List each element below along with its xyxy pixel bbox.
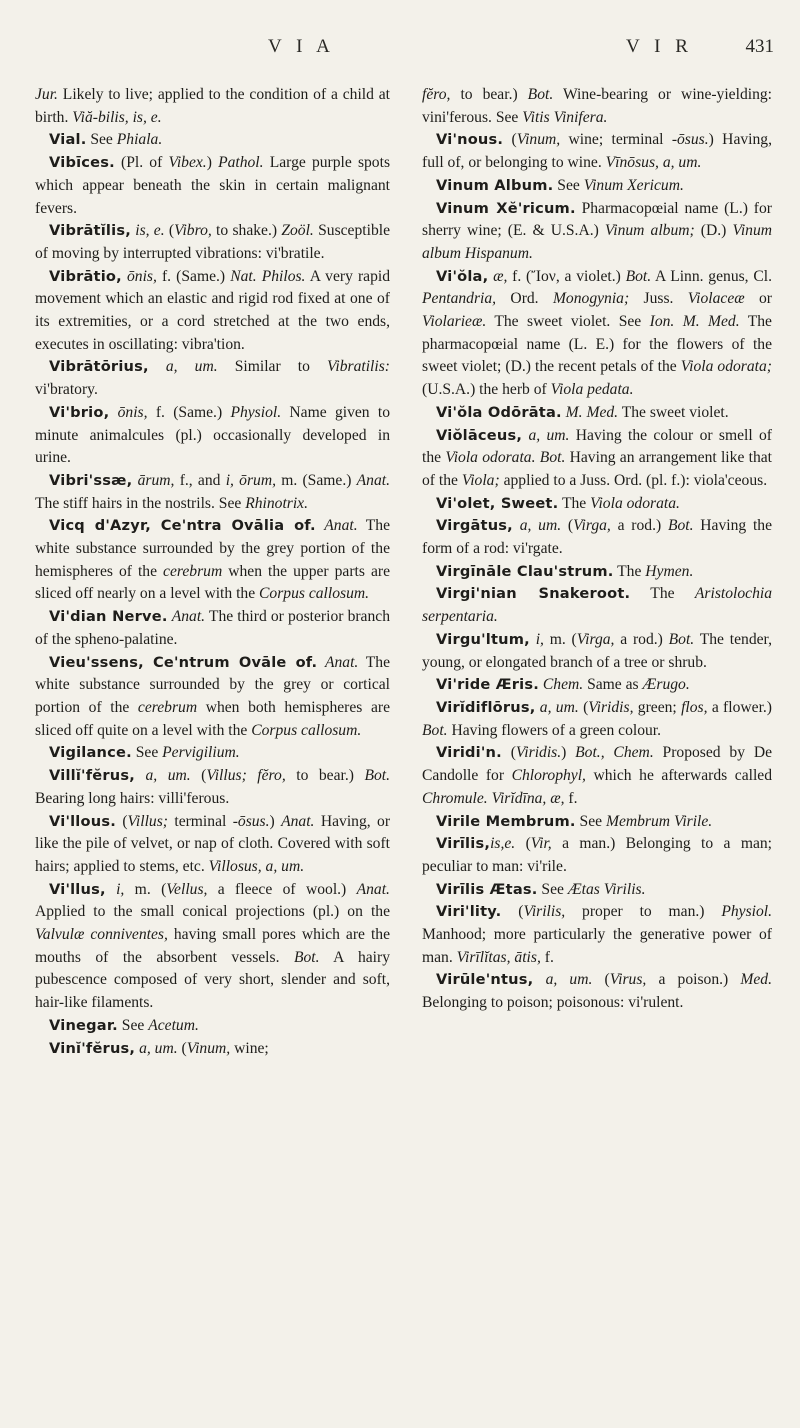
entry-headword: Vi'dian Nerve.: [49, 608, 168, 626]
italic-text: Vinum album Hispanum.: [422, 222, 773, 262]
italic-text: Vinum Xericum.: [583, 176, 684, 194]
dictionary-entry: [35, 811, 390, 879]
entry-text: Name given to minute animalcules (pl.) occasionally developed in urine.: [35, 403, 391, 467]
entry-text: [109, 404, 117, 421]
dictionary-entry: [35, 606, 390, 651]
italic-text: Viola pedata.: [550, 381, 634, 399]
entry-headword: Vibrātio,: [49, 267, 122, 285]
entry-text: The: [613, 562, 646, 580]
dictionary-entry: [35, 402, 390, 470]
dictionary-entry: [35, 1038, 390, 1061]
entry-text: m. (: [543, 630, 577, 648]
italic-text: fĕro,: [422, 86, 451, 103]
entry-headword: Virgātus,: [436, 517, 513, 535]
italic-text: i, ōrum,: [225, 471, 276, 489]
entry-text: Belonging to poison; poisonous: vi'rulent.: [422, 994, 684, 1012]
entry-text: m. (: [124, 880, 167, 898]
italic-text: Pathol.: [218, 154, 264, 172]
dictionary-entry: [35, 879, 390, 1015]
entry-text: [317, 654, 325, 671]
entry-text: (: [501, 744, 516, 762]
italic-text: Vinum,: [186, 1039, 231, 1057]
italic-text: cerebrum: [163, 562, 223, 580]
entry-text: f.: [564, 789, 578, 807]
italic-text: flos,: [681, 698, 708, 716]
italic-text: Vinum album;: [604, 222, 695, 240]
entry-text: [513, 517, 520, 534]
entry-text: Similar to: [217, 358, 328, 376]
entry-text: Pharmacopœial name (L.) for sherry wine; (E. & U.S.A.): [422, 199, 772, 240]
entry-text: Applied to the small conical projections (pl.) on the: [35, 903, 390, 921]
italic-text: -ōsus.: [671, 131, 709, 149]
italic-text: Chlorophyl,: [511, 767, 586, 785]
entry-text: Having the form of a rod: vi'rgate.: [422, 517, 772, 558]
entry-headword: Vieu'ssens, Ce'ntrum Ovāle of.: [49, 653, 318, 671]
entry-text: to shake.): [211, 222, 282, 240]
italic-text: Bot.: [422, 721, 448, 739]
running-head-right: V I R: [626, 36, 693, 57]
entry-text: A very rapid movement which an elastic and rigid rod fixed at one of its extremities, or a cord stretched at the two ends, executes in oscillating: vibra'tion.: [35, 267, 391, 353]
entry-text: applied to a Juss. Ord. (pl. f.): viola'ceous.: [499, 471, 768, 489]
italic-text: Anat.: [171, 608, 206, 626]
italic-text: M. Med.: [682, 313, 740, 331]
dictionary-entry: [35, 129, 390, 152]
italic-text: Physiol.: [230, 403, 282, 421]
entry-text: wine;: [230, 1039, 269, 1057]
italic-text: Vibro,: [174, 222, 212, 240]
italic-text: Virīlĭtas, ātis,: [456, 948, 541, 966]
entry-text: The white substance surrounded by the grey or cortical portion of the: [35, 653, 390, 716]
entry-text: proper to man.): [565, 903, 722, 921]
italic-text: Nat. Philos.: [230, 267, 306, 285]
italic-text: Bot.: [625, 267, 652, 285]
italic-text: Med.: [740, 971, 772, 989]
dictionary-entry: [35, 84, 390, 129]
italic-text: Jur.: [35, 86, 58, 103]
entry-headword: Vibrātōrius,: [49, 358, 149, 376]
dictionary-entry: [422, 129, 772, 174]
entry-text: to bear.): [450, 86, 528, 103]
entry-text: (: [592, 971, 610, 989]
italic-text: ārum,: [137, 471, 175, 489]
italic-text: Zoöl.: [281, 222, 314, 240]
dictionary-entry: [35, 652, 390, 743]
dictionary-entry: [422, 674, 772, 697]
entry-headword: Viri'lity.: [436, 903, 502, 921]
dictionary-entry: [422, 402, 772, 425]
italic-text: M. Med.: [565, 403, 619, 421]
entry-text: m. (Same.): [275, 471, 357, 489]
dictionary-entry: [422, 198, 772, 266]
entry-text: (: [177, 1039, 187, 1057]
entry-text: (: [115, 812, 128, 830]
entry-text: f. (Same.): [147, 403, 231, 421]
italic-text: Virga,: [573, 517, 611, 535]
dictionary-entry: [35, 742, 390, 765]
entry-text: [533, 971, 545, 988]
italic-text: Viola odorata.: [445, 449, 536, 467]
entry-text: ) Having, full of, or belonging to wine.: [422, 131, 772, 172]
entry-headword: Vi'llous.: [49, 812, 116, 830]
entry-text: Having flowers of a green colour.: [447, 721, 662, 739]
entry-text: wine; terminal: [560, 131, 672, 149]
dictionary-entry: [422, 879, 772, 902]
italic-text: Phiala.: [116, 131, 163, 149]
italic-text: a, um.: [165, 358, 218, 376]
italic-text: Corpus callosum.: [259, 585, 370, 603]
dictionary-entry: [35, 515, 390, 606]
dictionary-entry: [422, 561, 772, 584]
entry-text: ): [561, 744, 576, 762]
entry-text: Large purple spots which appear beneath the skin in certain malignant fevers.: [35, 154, 391, 217]
italic-text: Violaceæ: [687, 290, 745, 308]
entry-text: ): [206, 154, 219, 172]
dictionary-entry: [422, 583, 772, 628]
entry-text: The tender, young, or elongated branch of a tree or shrub.: [422, 630, 772, 671]
entry-headword: Vi'ŏla Odōrāta.: [436, 403, 562, 421]
italic-text: Vinum,: [516, 131, 561, 149]
entry-text: [135, 767, 146, 784]
dictionary-entry: [422, 629, 772, 674]
dictionary-entry: [35, 356, 390, 401]
italic-text: Anat.: [356, 471, 391, 489]
dictionary-entry: [422, 833, 772, 878]
entry-headword: Vi'ride Æris.: [436, 676, 539, 694]
entry-text: A hairy pubescence composed of very short, slender and soft, hair-like filaments.: [35, 948, 390, 1012]
page-number: 431: [745, 36, 774, 57]
entry-headword: Vinum Xĕ'ricum.: [436, 199, 576, 217]
entry-headword: Virgi'nian Snakeroot.: [436, 585, 631, 603]
italic-text: cerebrum: [137, 698, 198, 716]
entry-text: f. (Ἴον, a violet.): [507, 267, 626, 285]
italic-text: Villus; fĕro,: [206, 767, 286, 785]
entry-text: (: [561, 517, 574, 535]
entry-headword: Virgu'ltum,: [436, 630, 530, 648]
entry-text: Proposed by De Candolle for: [422, 744, 773, 785]
italic-text: Bot.: [527, 86, 554, 103]
italic-text: Physiol.: [721, 903, 773, 921]
dictionary-entry: [422, 493, 772, 516]
entry-headword: Virile Membrum.: [436, 812, 576, 830]
italic-text: Virilis,: [523, 903, 566, 921]
entry-text: The stiff hairs in the nostrils. See: [35, 494, 246, 512]
entry-text: (: [515, 835, 531, 853]
dictionary-entry: [35, 266, 390, 357]
entry-text: See: [117, 1016, 149, 1034]
entry-text: a flower.): [707, 698, 772, 716]
right-column: [422, 84, 772, 1015]
entry-text: Wine-bearing or wine-yielding: vini'ferous. See: [422, 86, 772, 126]
entry-text: f. (Same.): [156, 267, 231, 285]
italic-text: a, um.: [545, 971, 593, 989]
entry-headword: Virgīnāle Clau'strum.: [436, 562, 614, 580]
entry-headword: Viridi'n.: [436, 744, 502, 762]
entry-text: The: [630, 585, 695, 603]
dictionary-entry: [422, 969, 772, 1014]
entry-text: The: [558, 494, 591, 512]
entry-text: (: [164, 222, 175, 240]
entry-headword: Vinĭ'fĕrus,: [49, 1039, 136, 1057]
italic-text: Pentandria,: [422, 290, 497, 308]
italic-text: Bot.: [364, 767, 390, 785]
italic-text: Hymen.: [645, 562, 694, 580]
italic-text: Chem.: [542, 676, 584, 694]
italic-text: Membrum Virile.: [605, 812, 713, 830]
entry-text: f.: [540, 948, 554, 966]
entry-text: a rod.): [614, 630, 669, 648]
entry-text: a poison.): [646, 971, 741, 989]
italic-text: Bot.: [539, 449, 566, 467]
italic-text: Vibratilis:: [327, 358, 390, 376]
entry-headword: Vinegar.: [49, 1016, 118, 1034]
dictionary-entry: [35, 765, 390, 810]
italic-text: Virga,: [576, 630, 615, 648]
entry-text: a man.) Belonging to a man; peculiar to man: vi'rile.: [422, 835, 772, 875]
entry-text: or: [744, 290, 773, 308]
entry-text: Manhood; more particularly the generative power of man.: [422, 926, 772, 966]
entry-headword: Vigilance.: [49, 744, 132, 762]
entry-text: ): [269, 812, 282, 830]
entry-headword: Vibrātĭlis,: [49, 222, 131, 240]
dictionary-entry: [422, 901, 772, 969]
italic-text: Chromule.: [422, 789, 488, 807]
dictionary-entry: [422, 742, 772, 810]
entry-text: (: [190, 767, 207, 785]
italic-text: Viola odorata;: [680, 358, 772, 376]
italic-text: Vir,: [530, 835, 552, 853]
italic-text: Vīnōsus, a, um.: [605, 154, 702, 172]
entry-headword: Vibri'ssæ,: [49, 471, 133, 489]
entry-headword: Vi'ŏla,: [436, 267, 489, 285]
italic-text: a, um.: [139, 1039, 178, 1057]
dictionary-entry: [422, 175, 772, 198]
italic-text: Villus;: [127, 812, 168, 830]
italic-text: Bot.: [667, 517, 694, 535]
entry-text: (: [578, 698, 589, 716]
italic-text: Pervigilium.: [162, 744, 240, 762]
entry-text: Likely to live; applied to the condition of a child at birth.: [35, 86, 390, 126]
entry-text: (Pl. of: [114, 154, 169, 172]
entry-text: See: [553, 176, 584, 194]
dictionary-entry: [422, 515, 772, 560]
entry-text: Having the colour or smell of the: [422, 426, 772, 467]
entry-text: (D.): [694, 222, 733, 240]
dictionary-entry: [422, 425, 772, 493]
entry-text: The sweet violet. See: [486, 313, 650, 331]
italic-text: æ,: [493, 267, 508, 285]
dictionary-entry: [35, 152, 390, 220]
italic-text: Ion.: [649, 313, 675, 331]
entry-text: [316, 517, 324, 534]
italic-text: Ærugo.: [642, 676, 690, 694]
italic-text: a, um.: [528, 426, 570, 444]
entry-headword: Vibīces.: [49, 154, 115, 172]
running-head-left: V I A: [268, 36, 335, 57]
entry-text: The sweet violet.: [618, 403, 729, 421]
entry-text: which he afterwards called: [585, 767, 772, 785]
entry-headword: Vi'nous.: [436, 131, 504, 149]
entry-text: The pharmacopœial name (L. E.) for the flowers of the sweet violet; (D.) the recent petals of the: [422, 313, 772, 376]
italic-text: a, um.: [539, 698, 579, 716]
dictionary-entry: [35, 1015, 390, 1038]
italic-text: is,e.: [490, 835, 516, 853]
entry-headword: Vi'brio,: [49, 403, 110, 421]
entry-text: to bear.): [285, 767, 365, 785]
italic-text: Viola odorata.: [590, 494, 680, 512]
entry-text: Ord.: [496, 290, 553, 308]
entry-text: having small pores which are the mouths of the absorbent vessels.: [35, 926, 390, 966]
entry-headword: Vicq d'Azyr, Ce'ntra Ovālia of.: [49, 517, 316, 535]
entry-text: a fleece of wool.): [207, 880, 357, 898]
italic-text: Acetum.: [148, 1016, 199, 1034]
entry-headword: Virūle'ntus,: [436, 971, 534, 989]
italic-text: Bot., Chem.: [575, 744, 654, 762]
entry-text: terminal: [167, 812, 233, 830]
italic-text: ōnis,: [126, 267, 157, 285]
entry-headword: Villĭ'fĕrus,: [49, 767, 135, 785]
italic-text: Aristolochia serpentaria.: [422, 585, 773, 626]
italic-text: Anat.: [324, 517, 358, 535]
entry-text: f., and: [174, 471, 226, 489]
entry-text: [674, 313, 682, 330]
entry-headword: Viŏlāceus,: [436, 426, 523, 444]
dictionary-entry: [422, 84, 772, 129]
dictionary-entry: [35, 220, 390, 265]
italic-text: Anat.: [356, 880, 390, 898]
entry-text: when both hemispheres are sliced off quite on a level with the: [35, 698, 390, 739]
entry-text: a rod.): [610, 517, 668, 535]
italic-text: i,: [535, 630, 544, 648]
italic-text: Corpus callosum.: [251, 721, 362, 739]
entry-text: [106, 881, 116, 898]
italic-text: Viola;: [461, 471, 500, 489]
entry-text: (: [503, 131, 517, 149]
dictionary-entry: [422, 697, 772, 742]
italic-text: Bot.: [293, 948, 320, 966]
italic-text: Monogynia;: [552, 290, 630, 308]
italic-text: Viridis.: [515, 744, 562, 762]
italic-text: Vibex.: [168, 154, 207, 172]
entry-text: The third or posterior branch of the spheno-palatine.: [35, 608, 390, 648]
entry-text: vi'bratory.: [35, 381, 98, 399]
italic-text: is, e.: [135, 222, 165, 240]
entry-text: Bearing long hairs: villi'ferous.: [35, 789, 230, 807]
entry-headword: Vinum Album.: [436, 176, 554, 194]
entry-text: when the upper parts are sliced off nearly on a level with the: [35, 562, 391, 603]
italic-text: Valvulæ conniventes,: [35, 926, 168, 944]
entry-text: Having an arrangement like that of the: [422, 449, 773, 489]
entry-text: The white substance surrounded by the grey portion of the hemispheres of the: [35, 517, 390, 580]
entry-text: Susceptible of moving by interrupted vibrations: vi'bratile.: [35, 222, 390, 262]
italic-text: Virus,: [609, 971, 647, 989]
entry-text: [149, 358, 166, 375]
entry-headword: Vial.: [49, 131, 87, 149]
italic-text: Viă-bilis, is, e.: [72, 108, 162, 126]
entry-headword: Vi'olet, Sweet.: [436, 494, 559, 512]
dictionary-entry: [35, 470, 390, 515]
entry-text: Juss.: [629, 290, 688, 308]
entry-text: See: [86, 131, 117, 149]
dictionary-entry: [422, 811, 772, 834]
italic-text: a, um.: [145, 767, 191, 785]
entry-text: (U.S.A.) the herb of: [422, 381, 551, 399]
entry-text: A Linn. genus, Cl.: [651, 267, 772, 285]
entry-text: See: [537, 880, 568, 898]
italic-text: Anat.: [281, 812, 315, 830]
italic-text: a, um.: [519, 517, 562, 535]
entry-text: See: [575, 812, 606, 830]
italic-text: Villosus, a, um.: [208, 857, 305, 875]
italic-text: -ōsus.: [232, 812, 270, 830]
left-column: [35, 84, 390, 1060]
italic-text: i,: [116, 880, 125, 898]
entry-headword: Virīlis Ætas.: [436, 880, 538, 898]
italic-text: Vitis Vinifera.: [522, 108, 608, 126]
entry-headword: Virĭdiflōrus,: [436, 698, 536, 716]
entry-text: See: [131, 744, 163, 762]
italic-text: Viridis,: [588, 698, 634, 716]
entry-text: (: [501, 903, 524, 921]
entry-text: Same as: [583, 676, 643, 694]
italic-text: Vellus,: [166, 880, 208, 898]
italic-text: Rhinotrix.: [245, 494, 309, 512]
italic-text: Ætas Virilis.: [567, 880, 646, 898]
entry-text: green;: [633, 698, 682, 716]
italic-text: ōnis,: [117, 403, 148, 421]
italic-text: Virĭdīna, æ,: [491, 789, 565, 807]
italic-text: Bot.: [668, 630, 695, 648]
italic-text: Violarieæ.: [422, 313, 487, 331]
italic-text: Anat.: [324, 653, 359, 671]
dictionary-entry: [422, 266, 772, 402]
entry-headword: Vi'llus,: [49, 880, 106, 898]
entry-text: Having, or like the pile of velvet, or nap of cloth. Covered with soft hairs; applied to stems, etc.: [35, 812, 391, 875]
entry-headword: Virīlis,: [436, 835, 491, 853]
